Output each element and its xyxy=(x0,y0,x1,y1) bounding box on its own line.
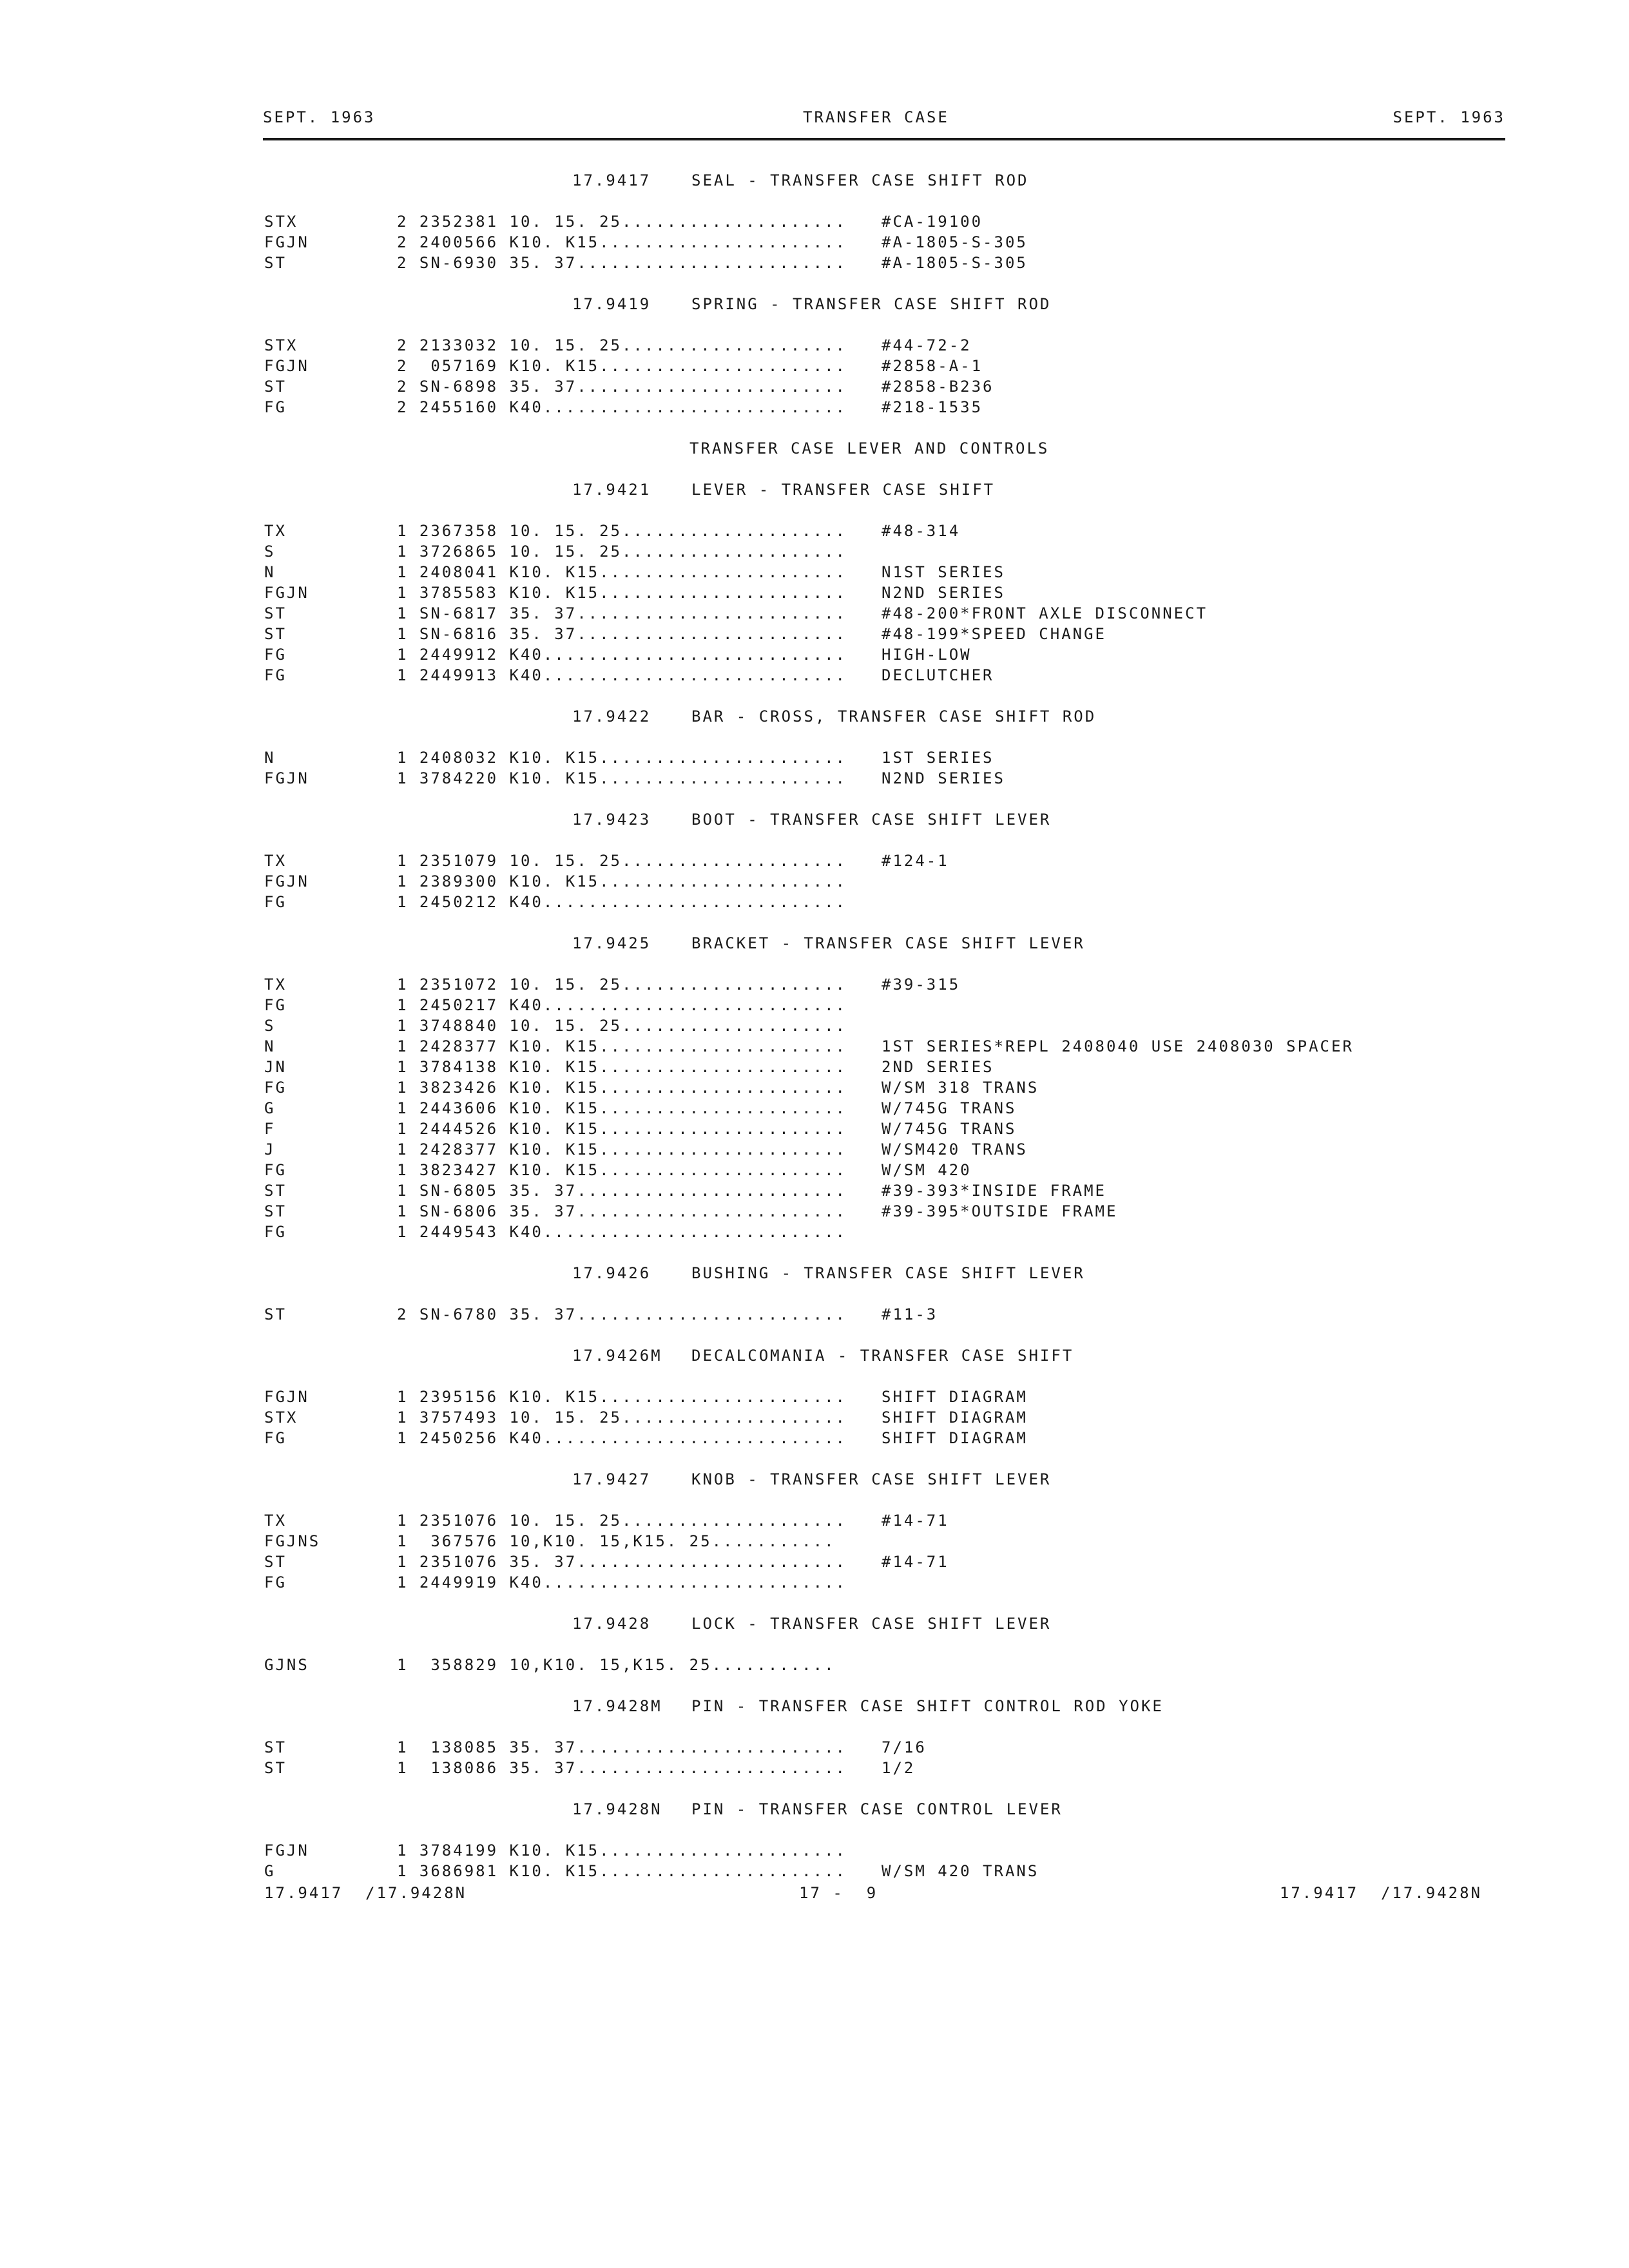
model-codes: N xyxy=(264,563,276,581)
table-row xyxy=(263,1387,1505,1407)
table-row xyxy=(263,871,1505,892)
part-entry: 1 2443606 K10. K15...................... xyxy=(397,1099,847,1117)
table-row xyxy=(263,1861,1505,1881)
parts-table xyxy=(263,335,1505,418)
part-entry: 2 2455160 K40........................... xyxy=(397,398,847,416)
parts-table xyxy=(263,850,1505,912)
part-description: HIGH-LOW xyxy=(882,646,972,664)
model-codes: FG xyxy=(264,398,287,416)
part-entry: 1 2408041 K10. K15...................... xyxy=(397,563,847,581)
part-entry: 1 2367358 10. 15. 25.................... xyxy=(397,522,847,540)
section-heading xyxy=(263,933,1505,974)
table-row xyxy=(263,1119,1505,1139)
part-description: W/745G TRANS xyxy=(882,1099,1017,1117)
part-entry: 1 3823427 K10. K15...................... xyxy=(397,1161,847,1179)
table-row xyxy=(263,1304,1505,1325)
section-number: 17.9421 xyxy=(572,481,651,499)
model-codes: ST xyxy=(264,254,287,272)
part-entry: 1 138086 35. 37........................ xyxy=(397,1759,847,1777)
section-title: SPRING - TRANSFER CASE SHIFT ROD xyxy=(691,295,1052,313)
section-heading xyxy=(263,1469,1505,1510)
part-entry: 2 2133032 10. 15. 25.................... xyxy=(397,336,847,354)
table-row xyxy=(263,1840,1505,1861)
part-description: #14-71 xyxy=(882,1553,949,1571)
part-description: #218-1535 xyxy=(882,398,983,416)
table-row xyxy=(263,1180,1505,1201)
section-title: BUSHING - TRANSFER CASE SHIFT LEVER xyxy=(691,1264,1085,1282)
part-entry: 1 3686981 K10. K15...................... xyxy=(397,1862,847,1880)
parts-list xyxy=(263,170,1505,1902)
part-description: DECLUTCHER xyxy=(882,666,994,684)
table-row xyxy=(263,1139,1505,1160)
part-entry: 1 SN-6805 35. 37........................ xyxy=(397,1182,847,1200)
model-codes: ST xyxy=(264,604,287,622)
model-codes: FG xyxy=(264,1161,287,1179)
part-entry: 1 3748840 10. 15. 25.................... xyxy=(397,1017,847,1035)
table-row xyxy=(263,1552,1505,1572)
parts-table xyxy=(263,974,1505,1242)
part-entry: 1 3784220 K10. K15...................... xyxy=(397,769,847,787)
section-title: TRANSFER CASE LEVER AND CONTROLS xyxy=(689,439,1050,457)
part-description: W/SM 420 TRANS xyxy=(882,1862,1039,1880)
part-entry: 1 2450212 K40........................... xyxy=(397,893,847,911)
part-description: #A-1805-S-305 xyxy=(882,254,1028,272)
part-description: N2ND SERIES xyxy=(882,769,1005,787)
section-heading xyxy=(263,1345,1505,1387)
model-codes: FG xyxy=(264,666,287,684)
section-number: 17.9428M xyxy=(572,1697,662,1715)
section-heading xyxy=(263,1799,1505,1840)
section-heading xyxy=(263,706,1505,747)
table-row xyxy=(263,768,1505,789)
model-codes: ST xyxy=(264,1305,287,1323)
parts-table xyxy=(263,1510,1505,1593)
part-entry: 2 SN-6898 35. 37........................ xyxy=(397,378,847,396)
table-row xyxy=(263,1098,1505,1119)
table-row xyxy=(263,1531,1505,1552)
parts-table xyxy=(263,1387,1505,1448)
section-title: LOCK - TRANSFER CASE SHIFT LEVER xyxy=(691,1615,1052,1633)
header-date-right: SEPT. 1963 xyxy=(1393,108,1505,126)
part-description: 1/2 xyxy=(882,1759,916,1777)
part-entry: 1 2395156 K10. K15...................... xyxy=(397,1388,847,1406)
parts-table xyxy=(263,1304,1505,1325)
model-codes: STX xyxy=(264,336,298,354)
parts-table xyxy=(263,1840,1505,1881)
part-description: #48-200*FRONT AXLE DISCONNECT xyxy=(882,604,1208,622)
model-codes: JN xyxy=(264,1058,287,1076)
part-entry: 1 2351076 10. 15. 25.................... xyxy=(397,1512,847,1530)
section-heading xyxy=(263,1613,1505,1655)
section-heading xyxy=(263,809,1505,850)
part-entry: 1 3823426 K10. K15...................... xyxy=(397,1079,847,1097)
header-date-left: SEPT. 1963 xyxy=(263,108,376,126)
section-number: 17.9428 xyxy=(572,1615,651,1633)
part-entry: 1 2449543 K40........................... xyxy=(397,1223,847,1241)
table-row xyxy=(263,747,1505,768)
part-entry: 1 3726865 10. 15. 25.................... xyxy=(397,543,847,561)
section-number: 17.9425 xyxy=(572,934,651,952)
table-row xyxy=(263,974,1505,995)
model-codes: FGJN xyxy=(264,357,309,375)
section-title: KNOB - TRANSFER CASE SHIFT LEVER xyxy=(691,1470,1052,1488)
model-codes: FG xyxy=(264,1429,287,1447)
model-codes: FG xyxy=(264,893,287,911)
part-description: #39-393*INSIDE FRAME xyxy=(882,1182,1106,1200)
section-number: 17.9419 xyxy=(572,295,651,313)
model-codes: J xyxy=(264,1140,276,1158)
part-description: #2858-A-1 xyxy=(882,357,983,375)
part-description: #124-1 xyxy=(882,852,949,870)
section-heading xyxy=(263,1696,1505,1737)
model-codes: FG xyxy=(264,1573,287,1591)
model-codes: ST xyxy=(264,378,287,396)
table-row xyxy=(263,1201,1505,1222)
table-row xyxy=(263,1160,1505,1180)
part-entry: 1 358829 10,K10. 15,K15. 25........... xyxy=(397,1656,836,1674)
part-description: #39-395*OUTSIDE FRAME xyxy=(882,1202,1118,1220)
model-codes: ST xyxy=(264,1182,287,1200)
part-entry: 1 2450217 K40........................... xyxy=(397,996,847,1014)
parts-table xyxy=(263,1737,1505,1778)
part-entry: 1 SN-6817 35. 37........................ xyxy=(397,604,847,622)
model-codes: FG xyxy=(264,996,287,1014)
part-description: W/745G TRANS xyxy=(882,1120,1017,1138)
part-description: 1ST SERIES xyxy=(882,749,994,767)
table-row xyxy=(263,1737,1505,1758)
part-description: #CA-19100 xyxy=(882,213,983,231)
section-number: 17.9428N xyxy=(572,1800,662,1818)
part-entry: 1 2408032 K10. K15...................... xyxy=(397,749,847,767)
part-entry: 1 2389300 K10. K15...................... xyxy=(397,872,847,890)
model-codes: FGJN xyxy=(264,1841,309,1860)
table-row xyxy=(263,1510,1505,1531)
table-row xyxy=(263,644,1505,665)
table-row xyxy=(263,335,1505,356)
model-codes: N xyxy=(264,1037,276,1055)
section-number: 17.9417 xyxy=(572,171,651,189)
part-description: N2ND SERIES xyxy=(882,584,1005,602)
part-description: N1ST SERIES xyxy=(882,563,1005,581)
section-title: DECALCOMANIA - TRANSFER CASE SHIFT xyxy=(691,1347,1074,1365)
section-title: SEAL - TRANSFER CASE SHIFT ROD xyxy=(691,171,1029,189)
table-row xyxy=(263,356,1505,376)
part-entry: 1 2428377 K10. K15...................... xyxy=(397,1140,847,1158)
table-row xyxy=(263,850,1505,871)
parts-table xyxy=(263,521,1505,686)
part-entry: 1 SN-6816 35. 37........................ xyxy=(397,625,847,643)
table-row xyxy=(263,1758,1505,1778)
table-row xyxy=(263,1036,1505,1057)
model-codes: FGJN xyxy=(264,233,309,251)
model-codes: G xyxy=(264,1099,276,1117)
part-entry: 2 057169 K10. K15...................... xyxy=(397,357,847,375)
table-row xyxy=(263,892,1505,912)
section-number: 17.9422 xyxy=(572,707,651,726)
table-row xyxy=(263,211,1505,232)
section-title: BOOT - TRANSFER CASE SHIFT LEVER xyxy=(691,811,1052,829)
section-heading xyxy=(263,170,1505,211)
table-row xyxy=(263,603,1505,624)
part-entry: 2 SN-6930 35. 37........................ xyxy=(397,254,847,272)
part-description: #14-71 xyxy=(882,1512,949,1530)
model-codes: G xyxy=(264,1862,276,1880)
table-row xyxy=(263,232,1505,253)
model-codes: FGJN xyxy=(264,1388,309,1406)
section-number: 17.9423 xyxy=(572,811,651,829)
part-description: 2ND SERIES xyxy=(882,1058,994,1076)
model-codes: TX xyxy=(264,1512,287,1530)
section-title: PIN - TRANSFER CASE SHIFT CONTROL ROD YOKE xyxy=(691,1697,1164,1715)
part-entry: 1 3757493 10. 15. 25.................... xyxy=(397,1408,847,1427)
footer-range-right: 17.9417 /17.9428N xyxy=(1279,1884,1482,1902)
part-description: W/SM 420 xyxy=(882,1161,972,1179)
parts-table xyxy=(263,211,1505,273)
section-number: 17.9426 xyxy=(572,1264,651,1282)
section-title: BRACKET - TRANSFER CASE SHIFT LEVER xyxy=(691,934,1085,952)
footer-range-left: 17.9417 /17.9428N xyxy=(264,1884,467,1902)
model-codes: TX xyxy=(264,852,287,870)
part-description: #48-199*SPEED CHANGE xyxy=(882,625,1106,643)
part-entry: 1 2351079 10. 15. 25.................... xyxy=(397,852,847,870)
table-row xyxy=(263,253,1505,273)
model-codes: ST xyxy=(264,1738,287,1756)
part-entry: 1 2428377 K10. K15...................... xyxy=(397,1037,847,1055)
part-description: #39-315 xyxy=(882,975,961,994)
table-row xyxy=(263,1015,1505,1036)
part-description: W/SM 318 TRANS xyxy=(882,1079,1039,1097)
model-codes: S xyxy=(264,543,276,561)
part-entry: 1 2449919 K40........................... xyxy=(397,1573,847,1591)
model-codes: TX xyxy=(264,522,287,540)
part-entry: 1 2351072 10. 15. 25.................... xyxy=(397,975,847,994)
model-codes: STX xyxy=(264,213,298,231)
model-codes: GJNS xyxy=(264,1656,309,1674)
section-heading xyxy=(263,1263,1505,1304)
part-description: SHIFT DIAGRAM xyxy=(882,1408,1028,1427)
table-row xyxy=(263,995,1505,1015)
model-codes: FG xyxy=(264,1079,287,1097)
table-row xyxy=(263,1057,1505,1077)
section-title: LEVER - TRANSFER CASE SHIFT xyxy=(691,481,996,499)
part-entry: 1 367576 10,K10. 15,K15. 25........... xyxy=(397,1532,836,1550)
parts-table xyxy=(263,747,1505,789)
part-entry: 1 2449913 K40........................... xyxy=(397,666,847,684)
part-entry: 1 SN-6806 35. 37........................ xyxy=(397,1202,847,1220)
part-description: SHIFT DIAGRAM xyxy=(882,1388,1028,1406)
part-description: #48-314 xyxy=(882,522,961,540)
section-number: 17.9426M xyxy=(572,1347,662,1365)
part-description: SHIFT DIAGRAM xyxy=(882,1429,1028,1447)
model-codes: N xyxy=(264,749,276,767)
table-row xyxy=(263,624,1505,644)
model-codes: FGJN xyxy=(264,769,309,787)
model-codes: ST xyxy=(264,1759,287,1777)
model-codes: FGJNS xyxy=(264,1532,321,1550)
model-codes: ST xyxy=(264,1202,287,1220)
part-description: 1ST SERIES*REPL 2408040 USE 2408030 SPACER xyxy=(882,1037,1354,1055)
group-heading xyxy=(263,438,1505,479)
table-row xyxy=(263,1222,1505,1242)
part-description: #A-1805-S-305 xyxy=(882,233,1028,251)
part-entry: 2 2352381 10. 15. 25.................... xyxy=(397,213,847,231)
part-entry: 1 2450256 K40........................... xyxy=(397,1429,847,1447)
part-entry: 1 2351076 35. 37........................ xyxy=(397,1553,847,1571)
table-row xyxy=(263,397,1505,418)
part-description: W/SM420 TRANS xyxy=(882,1140,1028,1158)
table-row xyxy=(263,1572,1505,1593)
parts-table xyxy=(263,1655,1505,1675)
part-entry: 1 138085 35. 37........................ xyxy=(397,1738,847,1756)
footer-page-number: 17 - 9 xyxy=(799,1884,878,1902)
table-row xyxy=(263,665,1505,686)
part-description: #44-72-2 xyxy=(882,336,972,354)
section-title: BAR - CROSS, TRANSFER CASE SHIFT ROD xyxy=(691,707,1097,726)
part-entry: 2 SN-6780 35. 37........................ xyxy=(397,1305,847,1323)
part-description: #11-3 xyxy=(882,1305,938,1323)
part-entry: 1 3784199 K10. K15...................... xyxy=(397,1841,847,1860)
table-row xyxy=(263,1077,1505,1098)
model-codes: F xyxy=(264,1120,276,1138)
model-codes: FG xyxy=(264,646,287,664)
model-codes: TX xyxy=(264,975,287,994)
header-rule xyxy=(263,138,1505,140)
model-codes: S xyxy=(264,1017,276,1035)
table-row xyxy=(263,541,1505,562)
model-codes: ST xyxy=(264,625,287,643)
section-number: 17.9427 xyxy=(572,1470,651,1488)
table-row xyxy=(263,582,1505,603)
table-row xyxy=(263,521,1505,541)
model-codes: FGJN xyxy=(264,872,309,890)
section-heading xyxy=(263,479,1505,521)
model-codes: FG xyxy=(264,1223,287,1241)
model-codes: STX xyxy=(264,1408,298,1427)
section-heading xyxy=(263,294,1505,335)
table-row xyxy=(263,1407,1505,1428)
model-codes: FGJN xyxy=(264,584,309,602)
table-row xyxy=(263,1428,1505,1448)
part-entry: 1 2444526 K10. K15...................... xyxy=(397,1120,847,1138)
part-description: 7/16 xyxy=(882,1738,927,1756)
part-entry: 1 2449912 K40........................... xyxy=(397,646,847,664)
model-codes: ST xyxy=(264,1553,287,1571)
part-description: #2858-B236 xyxy=(882,378,994,396)
table-row xyxy=(263,1655,1505,1675)
section-title: PIN - TRANSFER CASE CONTROL LEVER xyxy=(691,1800,1063,1818)
header-title: TRANSFER CASE xyxy=(803,108,949,126)
table-row xyxy=(263,376,1505,397)
table-row xyxy=(263,562,1505,582)
part-entry: 1 3785583 K10. K15...................... xyxy=(397,584,847,602)
part-entry: 2 2400566 K10. K15...................... xyxy=(397,233,847,251)
part-entry: 1 3784138 K10. K15...................... xyxy=(397,1058,847,1076)
